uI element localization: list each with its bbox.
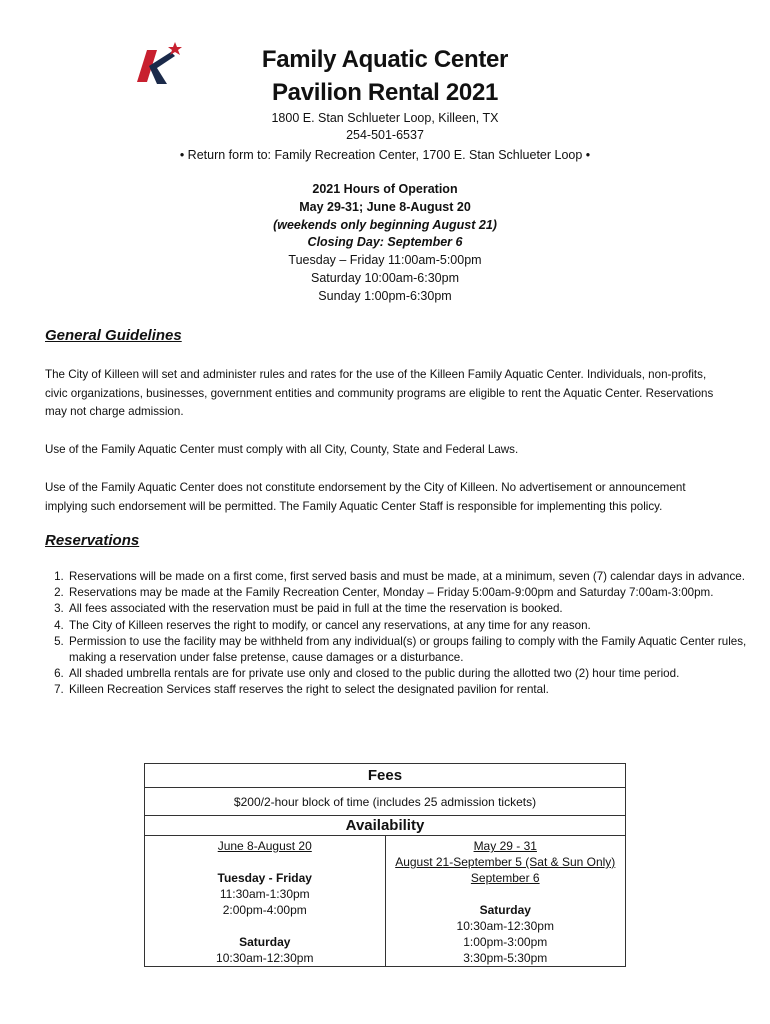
hours-tue-fri: Tuesday – Friday 11:00am-5:00pm (288, 253, 482, 268)
list-item: 4. The City of Killeen reserves the right to modify, or cancel any reservations, at any time for any reason. (67, 618, 757, 634)
list-item: 1. Reservations will be made on a first come, first served basis and must be made, at a minimum, seven (7) calendar days in advance. (67, 569, 757, 585)
availability-heading: Availability (145, 816, 626, 836)
address: 1800 E. Stan Schlueter Loop, Killeen, TX (271, 111, 499, 125)
hours-sunday: Sunday 1:00pm-6:30pm (318, 288, 452, 303)
left-tue-fri-slot-1: 11:30am-1:30pm (219, 887, 310, 901)
hours-saturday: Saturday 10:00am-6:30pm (310, 270, 459, 285)
list-item: 2. Reservations may be made at the Family Recreation Center, Monday – Friday 5:00am-9:00pm and Saturday 7:00am-3:00pm. (67, 585, 757, 601)
left-tue-fri-label: Tuesday - Friday (217, 871, 312, 885)
right-date-2: August 21-September 5 (Sat & Sun Only) (395, 855, 616, 869)
list-item: 6. All shaded umbrella rentals are for private use only and closed to the public during the allotted two (2) hour time period. (67, 666, 757, 682)
guidelines-paragraph-3: Use of the Family Aquatic Center does not constitute endorsement by the City of Killeen. No advertisement or announcement implying such endorsement will be permitted. The Family Aquatic Center Staff is responsible for implementing this policy. (45, 481, 686, 513)
right-slot-1: 10:30am-12:30pm (456, 919, 554, 933)
list-item: 3. All fees associated with the reservation must be paid in full at the time the reservation is booked. (67, 601, 757, 617)
left-date-range: June 8-August 20 (217, 839, 312, 853)
guidelines-paragraph-2: Use of the Family Aquatic Center must comply with all City, County, State and Federal Laws. (45, 443, 519, 456)
right-sat-label: Saturday (479, 903, 531, 917)
left-sat-slot-1: 10:30am-12:30pm (216, 951, 314, 965)
list-item: 7. Killeen Recreation Services staff reserves the right to select the designated pavilion for rental. (67, 682, 757, 698)
right-slot-2: 1:00pm-3:00pm (463, 935, 548, 949)
phone: 254-501-6537 (346, 128, 424, 142)
right-date-3: September 6 (470, 871, 540, 885)
page-subtitle: Pavilion Rental 2021 (271, 79, 499, 106)
availability-left-column (145, 836, 386, 967)
hours-closing: Closing Day: September 6 (307, 235, 463, 250)
left-sat-label: Saturday (239, 935, 291, 949)
right-slot-3: 3:30pm-5:30pm (463, 951, 548, 965)
fees-heading: Fees (145, 764, 626, 788)
right-date-1: May 29 - 31 (473, 839, 537, 853)
availability-right-column (385, 836, 626, 967)
return-instructions: • Return form to: Family Recreation Center, 1700 E. Stan Schlueter Loop • (179, 148, 591, 162)
list-item: 5. Permission to use the facility may be withheld from any individual(s) or groups failing to comply with the Family Aquatic Center rules, making a reservation under false pretense, cause damages or a disturbance. (67, 634, 757, 666)
fees-table (144, 763, 626, 967)
page-title: Family Aquatic Center (261, 46, 509, 73)
hours-of-operation (0, 181, 770, 306)
hours-weekends: (weekends only beginning August 21) (273, 217, 497, 232)
guidelines-paragraph-1: The City of Killeen will set and administer rules and rates for the use of the Killeen Family Aquatic Center. Individuals, non-profits, civic organizations, businesses, government entities and community programs are eligible to rent the Aquatic Center. Reservations may not charge admission. (45, 368, 714, 418)
left-tue-fri-slot-2: 2:00pm-4:00pm (222, 903, 307, 917)
reservations-heading: Reservations (45, 532, 140, 549)
guidelines-heading: General Guidelines (45, 327, 182, 344)
hours-heading: 2021 Hours of Operation (312, 182, 458, 196)
hours-dates: May 29-31; June 8-August 20 (299, 199, 471, 214)
fees-detail: $200/2-hour block of time (includes 25 admission tickets) (145, 788, 626, 816)
reservations-list (45, 569, 757, 699)
